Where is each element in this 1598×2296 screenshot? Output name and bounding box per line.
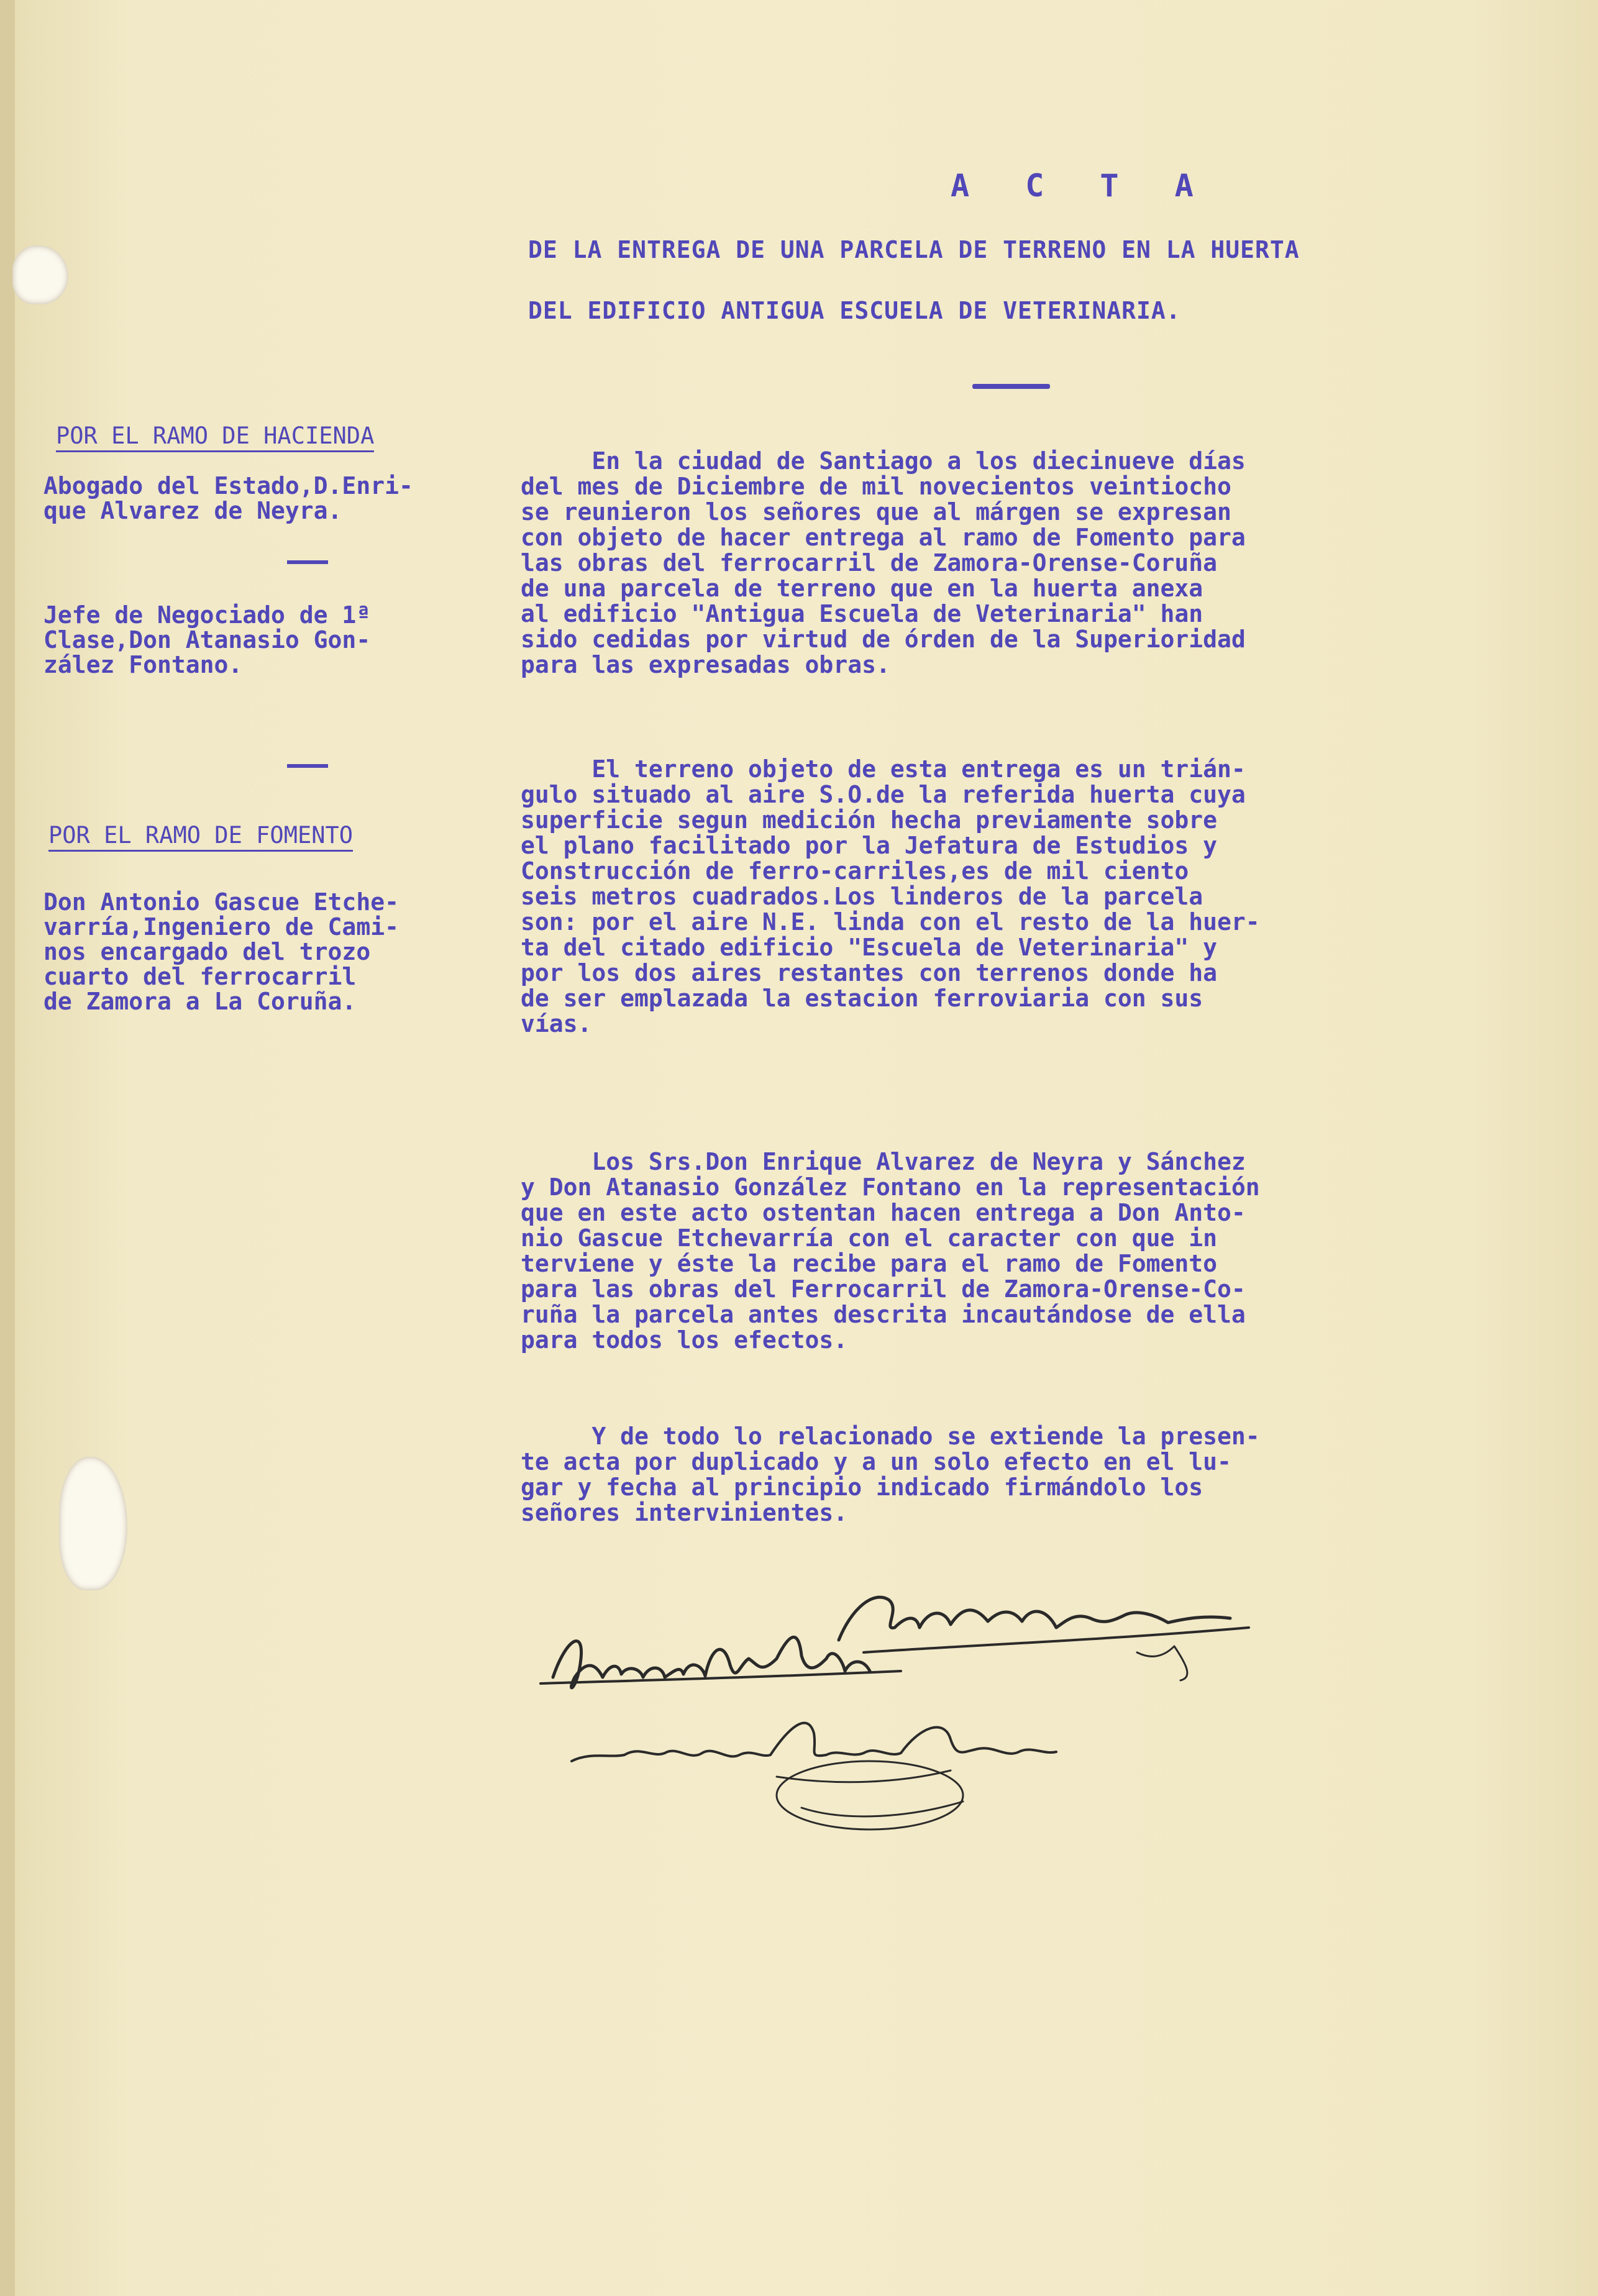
- fomento-heading: POR EL RAMO DE FOMENTO: [48, 822, 353, 852]
- title-divider: [972, 384, 1050, 389]
- hacienda-person-2: Jefe de Negociado de 1ª Clase,Don Atanasio Gon- zález Fontano.: [43, 601, 371, 678]
- signature-antonio-gascue: [839, 1597, 1249, 1680]
- margin-dash: [287, 560, 328, 564]
- margin-dash: [287, 764, 328, 768]
- paper-hole: [12, 245, 68, 304]
- paragraph-1: En la ciudad de Santiago a los diecinueve días del mes de Diciembre de mil novecientos veintiocho se reunieron los señores que al márgen se expresan con objeto de hacer entrega al ramo de Fomento para las obras del ferrocarril de Zamora-Orense-Coruña de una parcela de terreno que en la huerta anexa al edificio "Antigua Escuela de Veterinaria" han sido cedidas por virtud de órden de la Superioridad para las expresadas obras.: [521, 447, 1246, 678]
- paper-edge: [0, 0, 15, 2296]
- paragraph-2: El terreno objeto de esta entrega es un trián- gulo situado al aire S.O.de la referida huerta cuya superficie segun medición hecha previamente sobre el plano facilitado por la Jefatura de Estudios y Construcción de ferro-carriles,es de mil ciento seis metros cuadrados.Los linderos de la parcela son: por el aire N.E. linda con el resto de la huer- ta del citado edificio "Escuela de Veterinaria" y por los dos aires restantes con terrenos donde ha de ser emplazada la estacion ferroviaria con sus vías.: [521, 755, 1260, 1037]
- fomento-person: Don Antonio Gascue Etche- varría,Ingeniero de Cami- nos encargado del trozo cuarto del ferrocarril de Zamora a La Coruña.: [43, 888, 399, 1015]
- signatures-block: [516, 1572, 1522, 1833]
- paragraph-4: Y de todo lo relacionado se extiende la presen- te acta por duplicado y a un solo efecto en el lu- gar y fecha al principio indicado firmándolo los señores intervinientes.: [521, 1423, 1260, 1526]
- hacienda-heading: POR EL RAMO DE HACIENDA: [56, 422, 374, 452]
- signature-enrique-alvarez: [541, 1637, 901, 1687]
- document-subtitle-line2: DEL EDIFICIO ANTIGUA ESCUELA DE VETERINARIA.: [528, 297, 1181, 324]
- document-title: A C T A: [951, 168, 1212, 204]
- document-subtitle-line1: DE LA ENTREGA DE UNA PARCELA DE TERRENO EN LA HUERTA: [528, 236, 1300, 263]
- paper-hole: [59, 1457, 127, 1590]
- paragraph-3: Los Srs.Don Enrique Alvarez de Neyra y Sánchez y Don Atanasio González Fontano en la representación que en este acto ostentan hacen entrega a Don Anto- nio Gascue Etchevarría con el caracter con que in terviene y éste la recibe para el ramo de Fomento para las obras del Ferrocarril de Zamora-Orense-Co- ruña la parcela antes descrita incautándose de ella para todos los efectos.: [521, 1148, 1260, 1354]
- hacienda-person-1: Abogado del Estado,D.Enri- que Alvarez de Neyra.: [43, 472, 413, 524]
- signature-atanasio-gonzalez: [572, 1723, 1056, 1829]
